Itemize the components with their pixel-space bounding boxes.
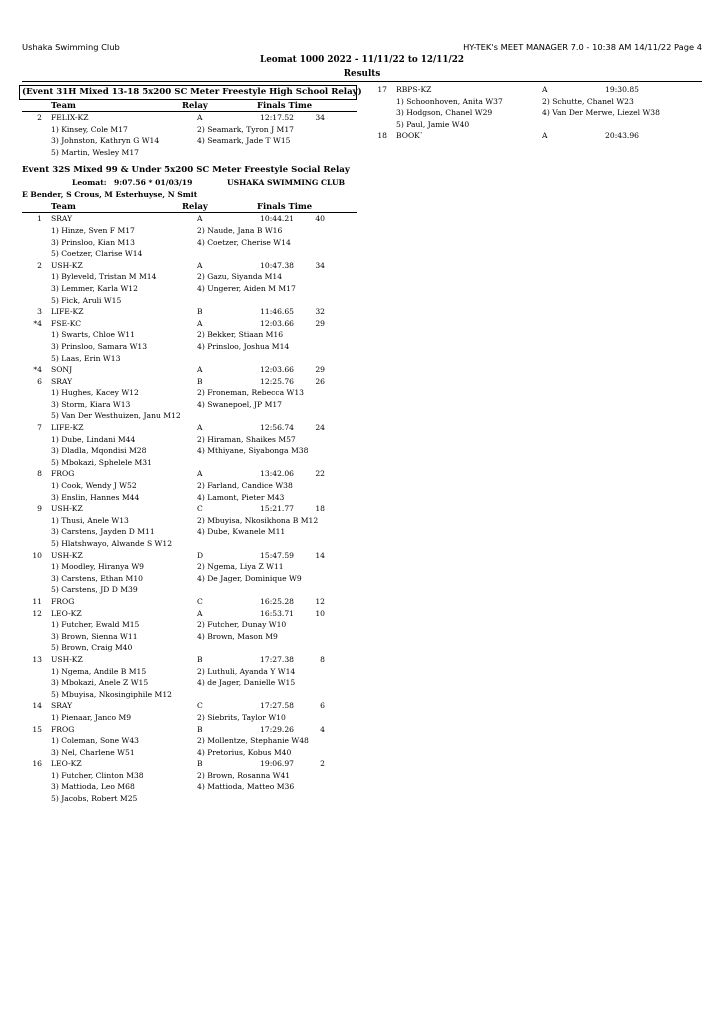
swimmer-row: [22, 619, 357, 631]
swimmer-name: 4) Van Der Merwe, Liezel W38: [542, 108, 660, 118]
swimmer-row: [22, 271, 357, 283]
points: 34: [315, 260, 325, 270]
finals-time: 15:21.77: [260, 504, 294, 514]
swimmer-name: 1) Ngema, Andile B M15: [51, 666, 147, 676]
swimmer-row: [22, 445, 357, 457]
swimmer-name: 3) Carstens, Jayden D M11: [51, 527, 155, 537]
swimmer-row: [367, 96, 702, 108]
points: 34: [315, 113, 325, 122]
place: 2: [37, 260, 42, 270]
place: *4: [33, 318, 42, 328]
relay-letter: A: [197, 423, 203, 433]
swimmer-row: [367, 119, 702, 131]
swimmer-name: 5) Hlatshwayo, Alwande S W12: [51, 539, 173, 548]
points: 26: [315, 376, 325, 386]
swimmer-row: [22, 147, 357, 159]
swimmer-name: 3) Johnston, Kathryn G W14: [51, 136, 160, 146]
swimmer-name: 4) Ungerer, Aiden M M17: [197, 283, 296, 293]
swimmer-name: 3) Storm, Kiara W13: [51, 399, 131, 409]
finals-time: 17:27.38: [260, 654, 294, 664]
swimmer-name: 3) Hodgson, Chanel W29: [396, 108, 493, 118]
finals-time: 12:56.74: [260, 423, 294, 433]
finals-time: 17:27.58: [260, 701, 294, 711]
swimmer-row: [367, 107, 702, 119]
swimmer-row: [22, 353, 357, 365]
relay-letter: A: [197, 214, 203, 224]
finals-time: 16:25.28: [260, 596, 294, 606]
team-name: FROG: [51, 724, 75, 734]
place: 8: [37, 469, 42, 479]
result-row: [22, 608, 357, 620]
result-row: [22, 503, 357, 515]
points: 2: [320, 759, 325, 769]
swimmer-name: 1) Dube, Lindani M44: [51, 434, 136, 444]
points: 6: [320, 701, 325, 711]
col-relay: Relay: [182, 201, 208, 212]
swimmer-name: 2) Brown, Rosanna W41: [197, 770, 291, 780]
result-row: [22, 260, 357, 272]
swimmer-name: 3) Mbokazi, Anele Z W15: [51, 678, 149, 688]
col-finals-time: Finals Time: [257, 100, 313, 110]
event-32-results-continued: [367, 84, 702, 142]
relay-letter: D: [197, 550, 204, 560]
swimmer-row: [22, 689, 357, 701]
result-row: [367, 130, 702, 142]
swimmer-row: [22, 735, 357, 747]
swimmer-name: 1) Moodley, Hiranya W9: [51, 562, 144, 572]
swimmer-name: 2) Ngema, Liya Z W11: [197, 562, 284, 572]
swimmer-row: [22, 410, 357, 422]
swimmer-name: 3) Nel, Charlene W51: [51, 747, 135, 757]
swimmer-name: 1) Hughes, Kacey W12: [51, 388, 139, 398]
swimmer-name: 3) Prinsloo, Kian M13: [51, 237, 135, 247]
swimmer-name: 1) Thusi, Anele W13: [51, 515, 129, 525]
result-row: [22, 364, 357, 376]
swimmer-name: 4) Lamont, Pieter M43: [197, 492, 285, 502]
swimmer-name: 2) Gazu, Siyanda M14: [197, 272, 283, 282]
swimmer-name: 4) Swanepoel, JP M17: [197, 399, 283, 409]
relay-letter: A: [197, 469, 203, 479]
swimmer-name: 5) Brown, Craig M40: [51, 643, 133, 653]
place: 16: [32, 759, 42, 769]
swimmer-name: 4) De Jager, Dominique W9: [197, 573, 302, 583]
swimmer-name: 1) Cook, Wendy J W52: [51, 481, 137, 491]
points: 32: [315, 307, 325, 317]
swimmer-name: 3) Prinsloo, Samara W13: [51, 341, 148, 351]
points: 24: [315, 423, 325, 433]
finals-time: 10:47.38: [260, 260, 294, 270]
relay-letter: A: [542, 85, 548, 94]
team-name: SRAY: [51, 376, 73, 386]
swimmer-name: 2) Seamark, Tyron J M17: [197, 124, 294, 134]
place: 14: [32, 701, 42, 711]
result-row: [22, 306, 357, 318]
swimmer-name: 2) Bekker, Stiaan M16: [197, 330, 284, 340]
place: 12: [32, 608, 42, 618]
swimmer-name: 5) Laas, Erin W13: [51, 353, 121, 363]
swimmer-name: 1) Byleveld, Tristan M M14: [51, 272, 157, 282]
team-name: FROG: [51, 469, 75, 479]
header-software: HY-TEK's MEET MANAGER 7.0 - 10:38 AM 14/11/22 Page 4: [463, 42, 702, 52]
swimmer-row: [22, 135, 357, 147]
result-row: [22, 468, 357, 480]
swimmer-name: 5) Fick, Aruli W15: [51, 295, 122, 305]
swimmer-name: 4) Brown, Mason M9: [197, 631, 278, 641]
swimmer-row: [22, 631, 357, 643]
team-name: SONJ: [51, 365, 73, 375]
place: 10: [32, 550, 42, 560]
swimmer-name: 2) Mbuyisa, Nkosikhona B M12: [197, 515, 319, 525]
event-32-title: Event 32S Mixed 99 & Under 5x200 SC Meter Freestyle Social Relay: [22, 165, 350, 176]
swimmer-row: [22, 584, 357, 596]
team-name: LIFE-KZ: [51, 423, 84, 433]
swimmer-name: 3) Enslin, Hannes M44: [51, 492, 140, 502]
result-row: [22, 654, 357, 666]
place: 9: [37, 504, 42, 514]
swimmer-row: [22, 329, 357, 341]
results-heading: Results: [343, 69, 381, 79]
swimmer-row: [22, 399, 357, 411]
swimmer-row: [22, 770, 357, 782]
swimmer-name: 2) Froneman, Rebecca W13: [197, 388, 304, 398]
relay-letter: C: [197, 504, 203, 514]
swimmer-name: 5) Coetzer, Clarise W14: [51, 249, 143, 259]
swimmer-name: 5) Martin, Wesley M17: [51, 147, 139, 157]
swimmer-row: [22, 434, 357, 446]
team-name: USH-KZ: [51, 550, 83, 560]
result-row: [22, 376, 357, 388]
place: 13: [32, 654, 42, 664]
swimmer-name: 1) Swarts, Chloe W11: [51, 330, 135, 340]
record-club: USHAKA SWIMMING CLUB: [227, 178, 346, 188]
col-team: Team: [51, 201, 76, 212]
place: 15: [32, 724, 42, 734]
points: 12: [315, 596, 325, 606]
points: 14: [315, 550, 325, 560]
relay-letter: B: [197, 759, 203, 769]
team-name: BOOK`: [396, 131, 424, 141]
finals-time: 15:47.59: [260, 550, 294, 560]
col-team: Team: [51, 100, 76, 110]
results-divider: [22, 81, 702, 82]
swimmer-name: 4) Pretorius, Kobus M40: [197, 747, 292, 757]
place: 11: [32, 596, 42, 606]
result-row: [22, 758, 357, 770]
swimmer-row: [22, 387, 357, 399]
header-club: Ushaka Swimming Club: [22, 42, 120, 52]
finals-time: 12:25.76: [260, 376, 294, 386]
team-name: LEO-KZ: [51, 608, 82, 618]
swimmer-row: [22, 561, 357, 573]
swimmer-name: 1) Futcher, Clinton M38: [51, 770, 144, 780]
swimmer-row: [22, 225, 357, 237]
swimmer-name: 4) Dube, Kwanele M11: [197, 527, 286, 537]
swimmer-name: 2) Naude, Jana B W16: [197, 225, 283, 235]
team-name: USH-KZ: [51, 260, 83, 270]
result-row: [22, 112, 357, 124]
finals-time: 19:30.85: [605, 85, 639, 94]
swimmer-name: 3) Brown, Sienna W11: [51, 631, 138, 641]
swimmer-name: 4) de Jager, Danielle W15: [197, 678, 296, 688]
result-row: [22, 422, 357, 434]
swimmer-row: [22, 295, 357, 307]
result-row: [367, 84, 702, 96]
right-column: [367, 84, 702, 142]
finals-time: 20:43.96: [605, 131, 639, 141]
swimmer-row: [22, 248, 357, 260]
col-relay: Relay: [182, 100, 208, 110]
swimmer-name: 2) Futcher, Dunay W10: [197, 620, 287, 630]
swimmer-name: 1) Coleman, Sone W43: [51, 736, 139, 746]
relay-letter: A: [197, 608, 203, 618]
col-finals-time: Finals Time: [257, 201, 313, 212]
event-31-title: (Event 31H Mixed 13-18 5x200 SC Meter Freestyle High School Relay): [19, 85, 357, 100]
relay-letter: B: [197, 307, 203, 317]
swimmer-name: 5) Mbuyisa, Nkosingiphile M12: [51, 689, 172, 699]
relay-letter: A: [197, 113, 203, 122]
swimmer-row: [22, 283, 357, 295]
relay-letter: C: [197, 596, 203, 606]
swimmer-row: [22, 677, 357, 689]
relay-letter: A: [197, 365, 203, 375]
swimmer-name: 1) Pienaar, Janco M9: [51, 712, 132, 722]
finals-time: 19:06.97: [260, 759, 294, 769]
finals-time: 12:03.66: [260, 318, 294, 328]
swimmer-row: [22, 793, 357, 805]
swimmer-name: 4) Prinsloo, Joshua M14: [197, 341, 290, 351]
relay-letter: A: [197, 318, 203, 328]
swimmer-row: [22, 781, 357, 793]
team-name: SRAY: [51, 701, 73, 711]
result-row: [22, 724, 357, 736]
finals-time: 13:42.06: [260, 469, 294, 479]
result-row: [22, 318, 357, 330]
place: 3: [37, 307, 42, 317]
swimmer-row: [22, 538, 357, 550]
swimmer-name: 3) Mattioda, Leo M68: [51, 782, 135, 792]
result-row: [22, 550, 357, 562]
swimmer-name: 1) Futcher, Ewald M15: [51, 620, 140, 630]
swimmer-name: 1) Kinsey, Cole M17: [51, 124, 128, 134]
swimmer-row: [22, 642, 357, 654]
points: 29: [315, 318, 325, 328]
swimmer-name: 2) Luthuli, Ayanda Y W14: [197, 666, 296, 676]
team-name: FSE-KC: [51, 318, 82, 328]
swimmer-name: 4) Mattioda, Matteo M36: [197, 782, 295, 792]
points: 4: [320, 724, 325, 734]
event-32-results: [22, 213, 357, 804]
team-name: SRAY: [51, 214, 73, 224]
relay-letter: B: [197, 654, 203, 664]
event-31-column-headers: [22, 100, 357, 112]
swimmer-row: [22, 492, 357, 504]
place: 2: [37, 113, 42, 122]
team-name: USH-KZ: [51, 654, 83, 664]
meet-title: Leomat 1000 2022 - 11/11/22 to 12/11/22: [260, 55, 464, 65]
finals-time: 12:03.66: [260, 365, 294, 375]
points: 40: [315, 214, 325, 224]
finals-time: 16:53.71: [260, 608, 294, 618]
points: 18: [315, 504, 325, 514]
swimmer-name: 2) Mollentze, Stephanie W48: [197, 736, 309, 746]
relay-letter: C: [197, 701, 203, 711]
finals-time: 17:29.26: [260, 724, 294, 734]
result-row: [22, 213, 357, 225]
swimmer-name: 5) Paul, Jamie W40: [396, 119, 470, 129]
swimmer-row: [22, 124, 357, 136]
swimmer-row: [22, 526, 357, 538]
points: 22: [315, 469, 325, 479]
place: 18: [377, 131, 387, 141]
team-name: LIFE-KZ: [51, 307, 84, 317]
left-column: [22, 85, 362, 805]
swimmer-name: 2) Farland, Candice W38: [197, 481, 293, 491]
relay-letter: A: [542, 131, 548, 141]
team-name: LEO-KZ: [51, 759, 82, 769]
swimmer-name: 3) Dladla, Mqondisi M28: [51, 446, 147, 456]
swimmer-row: [22, 341, 357, 353]
team-name: FROG: [51, 596, 75, 606]
swimmer-name: 5) Mbokazi, Sphelele M31: [51, 457, 152, 467]
record-holders: E Bender, S Crous, M Esterhuyse, N Smit: [22, 190, 198, 200]
swimmer-row: [22, 747, 357, 759]
swimmer-row: [22, 237, 357, 249]
swimmer-row: [22, 712, 357, 724]
points: 29: [315, 365, 325, 375]
swimmer-name: 3) Carstens, Ethan M10: [51, 573, 143, 583]
finals-time: 12:17.52: [260, 113, 294, 122]
record-label: Leomat:: [72, 178, 107, 188]
swimmer-row: [22, 515, 357, 527]
finals-time: 10:44.21: [260, 214, 294, 224]
relay-letter: A: [197, 260, 203, 270]
event-32-record: [22, 177, 357, 189]
swimmer-name: 1) Hinze, Sven F M17: [51, 225, 135, 235]
result-row: [22, 700, 357, 712]
swimmer-name: 4) Coetzer, Cherise W14: [197, 237, 291, 247]
relay-letter: B: [197, 376, 203, 386]
record-time: 9:07.56 * 01/03/19: [114, 178, 193, 188]
place: *4: [33, 365, 42, 375]
swimmer-name: 4) Mthiyane, Siyabonga M38: [197, 446, 309, 456]
place: 1: [37, 214, 42, 224]
swimmer-name: 5) Jacobs, Robert M25: [51, 794, 138, 804]
team-name: USH-KZ: [51, 504, 83, 514]
points: 10: [315, 608, 325, 618]
event-31-results: [22, 112, 357, 158]
swimmer-row: [22, 480, 357, 492]
points: 8: [320, 654, 325, 664]
swimmer-name: 2) Siebrits, Taylor W10: [197, 712, 286, 722]
relay-letter: B: [197, 724, 203, 734]
result-row: [22, 596, 357, 608]
swimmer-name: 5) Carstens, JD D M39: [51, 585, 138, 595]
team-name: RBPS-KZ: [396, 85, 432, 94]
place: 17: [377, 85, 387, 94]
place: 7: [37, 423, 42, 433]
swimmer-row: [22, 457, 357, 469]
finals-time: 11:46.65: [260, 307, 294, 317]
swimmer-row: [22, 573, 357, 585]
swimmer-name: 1) Schoonhoven, Anita W37: [396, 96, 503, 106]
team-name: FELIX-KZ: [51, 113, 89, 122]
swimmer-name: 2) Hiraman, Shaikes M57: [197, 434, 296, 444]
event-32-column-headers: [22, 201, 357, 213]
swimmer-name: 4) Seamark, Jade T W15: [197, 136, 291, 146]
swimmer-name: 2) Schutte, Chanel W23: [542, 96, 634, 106]
place: 6: [37, 376, 42, 386]
swimmer-name: 5) Van Der Westhuizen, Janu M12: [51, 411, 181, 421]
swimmer-name: 3) Lemmer, Karla W12: [51, 283, 138, 293]
swimmer-row: [22, 666, 357, 678]
